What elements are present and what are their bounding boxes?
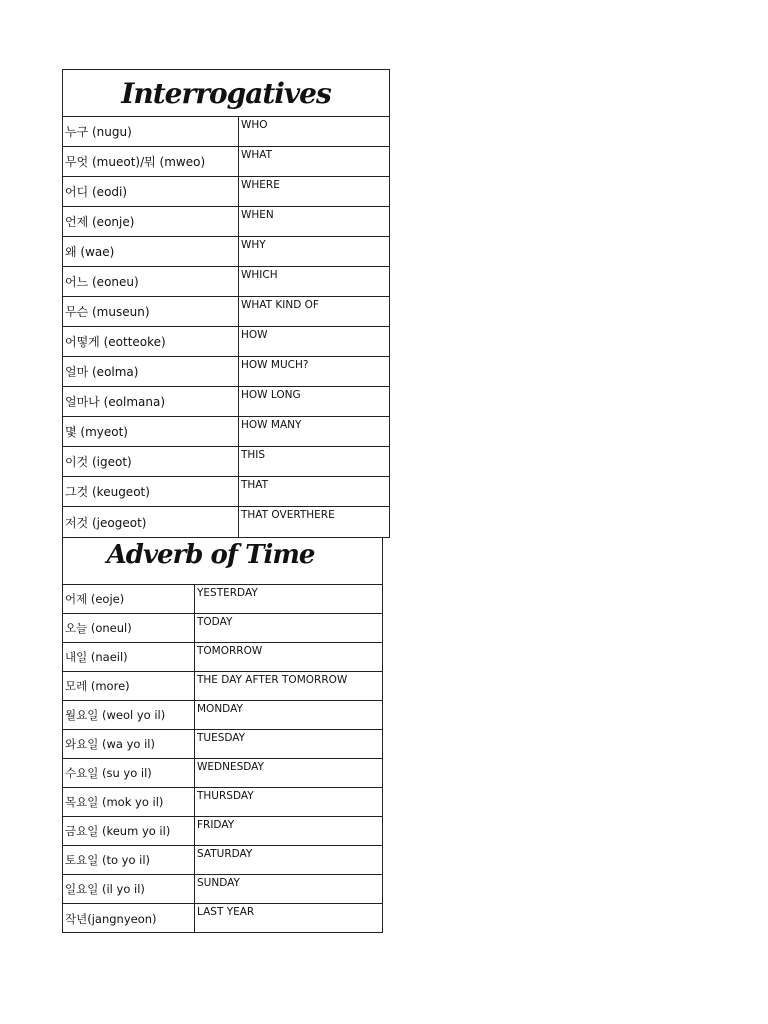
english-meaning-cell: THE DAY AFTER TOMORROW: [197, 674, 348, 686]
korean-term-cell: 무슨 (museun): [63, 297, 239, 326]
english-meaning-cell: WHAT KIND OF: [241, 299, 319, 311]
english-meaning-cell: FRIDAY: [197, 819, 235, 831]
korean-term-cell: 언제 (eonje): [63, 207, 239, 236]
korean-term-cell: 작년(jangnyeon): [63, 904, 195, 933]
korean-term-cell: 어느 (eoneu): [63, 267, 239, 296]
table-row: [63, 117, 389, 147]
english-meaning-cell: TODAY: [197, 616, 233, 628]
korean-term-cell: 오늘 (oneul): [63, 614, 195, 642]
korean-term-cell: 와요일 (wa yo il): [63, 730, 195, 758]
table-row: [63, 447, 389, 477]
english-meaning-cell: TUESDAY: [197, 732, 246, 744]
korean-term-cell: 그것 (keugeot): [63, 477, 239, 506]
korean-term-cell: 저것 (jeogeot): [63, 507, 239, 537]
korean-term-cell: 모레 (more): [63, 672, 195, 700]
english-meaning-cell: YESTERDAY: [197, 587, 258, 599]
korean-term-cell: 얼마나 (eolmana): [63, 387, 239, 416]
adverb-of-time-table: [62, 537, 383, 933]
table-row: [63, 507, 389, 537]
korean-term-cell: 어제 (eoje): [63, 585, 195, 613]
english-meaning-cell: MONDAY: [197, 703, 243, 715]
table-row: [63, 327, 389, 357]
english-meaning-cell: THURSDAY: [197, 790, 254, 802]
korean-term-cell: 일요일 (il yo il): [63, 875, 195, 903]
english-meaning-cell: HOW MUCH?: [241, 359, 309, 371]
adverb-of-time-rows: [63, 585, 382, 933]
english-meaning-cell: HOW LONG: [241, 389, 301, 401]
interrogatives-title: Interrogatives: [63, 70, 389, 117]
table-row: [63, 267, 389, 297]
table-row: [63, 817, 382, 846]
english-meaning-cell: WHEN: [241, 209, 274, 221]
table-row: [63, 357, 389, 387]
english-meaning-cell: THAT: [241, 479, 269, 491]
table-row: [63, 585, 382, 614]
english-meaning-cell: THIS: [241, 449, 266, 461]
table-row: [63, 730, 382, 759]
table-row: [63, 477, 389, 507]
korean-term-cell: 무엇 (mueot)/뭐 (mweo): [63, 147, 239, 176]
table-row: [63, 207, 389, 237]
english-meaning-cell: WHERE: [241, 179, 280, 191]
korean-term-cell: 금요일 (keum yo il): [63, 817, 195, 845]
english-meaning-cell: SATURDAY: [197, 848, 253, 860]
korean-term-cell: 얼마 (eolma): [63, 357, 239, 386]
english-meaning-cell: SUNDAY: [197, 877, 240, 889]
korean-term-cell: 어디 (eodi): [63, 177, 239, 206]
table-row: [63, 788, 382, 817]
korean-term-cell: 수요일 (su yo il): [63, 759, 195, 787]
korean-term-cell: 이것 (igeot): [63, 447, 239, 476]
korean-term-cell: 월요일 (weol yo il): [63, 701, 195, 729]
table-row: [63, 846, 382, 875]
interrogatives-table: [62, 69, 390, 538]
table-row: [63, 387, 389, 417]
korean-term-cell: 어떻게 (eotteoke): [63, 327, 239, 356]
table-row: [63, 701, 382, 730]
korean-term-cell: 몇 (myeot): [63, 417, 239, 446]
english-meaning-cell: WHICH: [241, 269, 278, 281]
table-row: [63, 177, 389, 207]
english-meaning-cell: WEDNESDAY: [197, 761, 264, 773]
english-meaning-cell: THAT OVERTHERE: [241, 509, 335, 521]
table-row: [63, 643, 382, 672]
interrogatives-rows: [63, 117, 389, 537]
korean-term-cell: 목요일 (mok yo il): [63, 788, 195, 816]
english-meaning-cell: HOW: [241, 329, 268, 341]
table-row: [63, 759, 382, 788]
table-row: [63, 672, 382, 701]
table-row: [63, 417, 389, 447]
english-meaning-cell: WHO: [241, 119, 268, 131]
korean-term-cell: 왜 (wae): [63, 237, 239, 266]
english-meaning-cell: TOMORROW: [197, 645, 263, 657]
english-meaning-cell: HOW MANY: [241, 419, 302, 431]
english-meaning-cell: WHY: [241, 239, 266, 251]
table-row: [63, 875, 382, 904]
table-row: [63, 904, 382, 933]
english-meaning-cell: LAST YEAR: [197, 906, 255, 918]
table-row: [63, 237, 389, 267]
table-row: [63, 614, 382, 643]
korean-term-cell: 내일 (naeil): [63, 643, 195, 671]
table-row: [63, 147, 389, 177]
table-row: [63, 297, 389, 327]
adverb-of-time-title: Adverb of Time: [63, 538, 382, 585]
english-meaning-cell: WHAT: [241, 149, 273, 161]
korean-term-cell: 토요일 (to yo il): [63, 846, 195, 874]
korean-term-cell: 누구 (nugu): [63, 117, 239, 146]
